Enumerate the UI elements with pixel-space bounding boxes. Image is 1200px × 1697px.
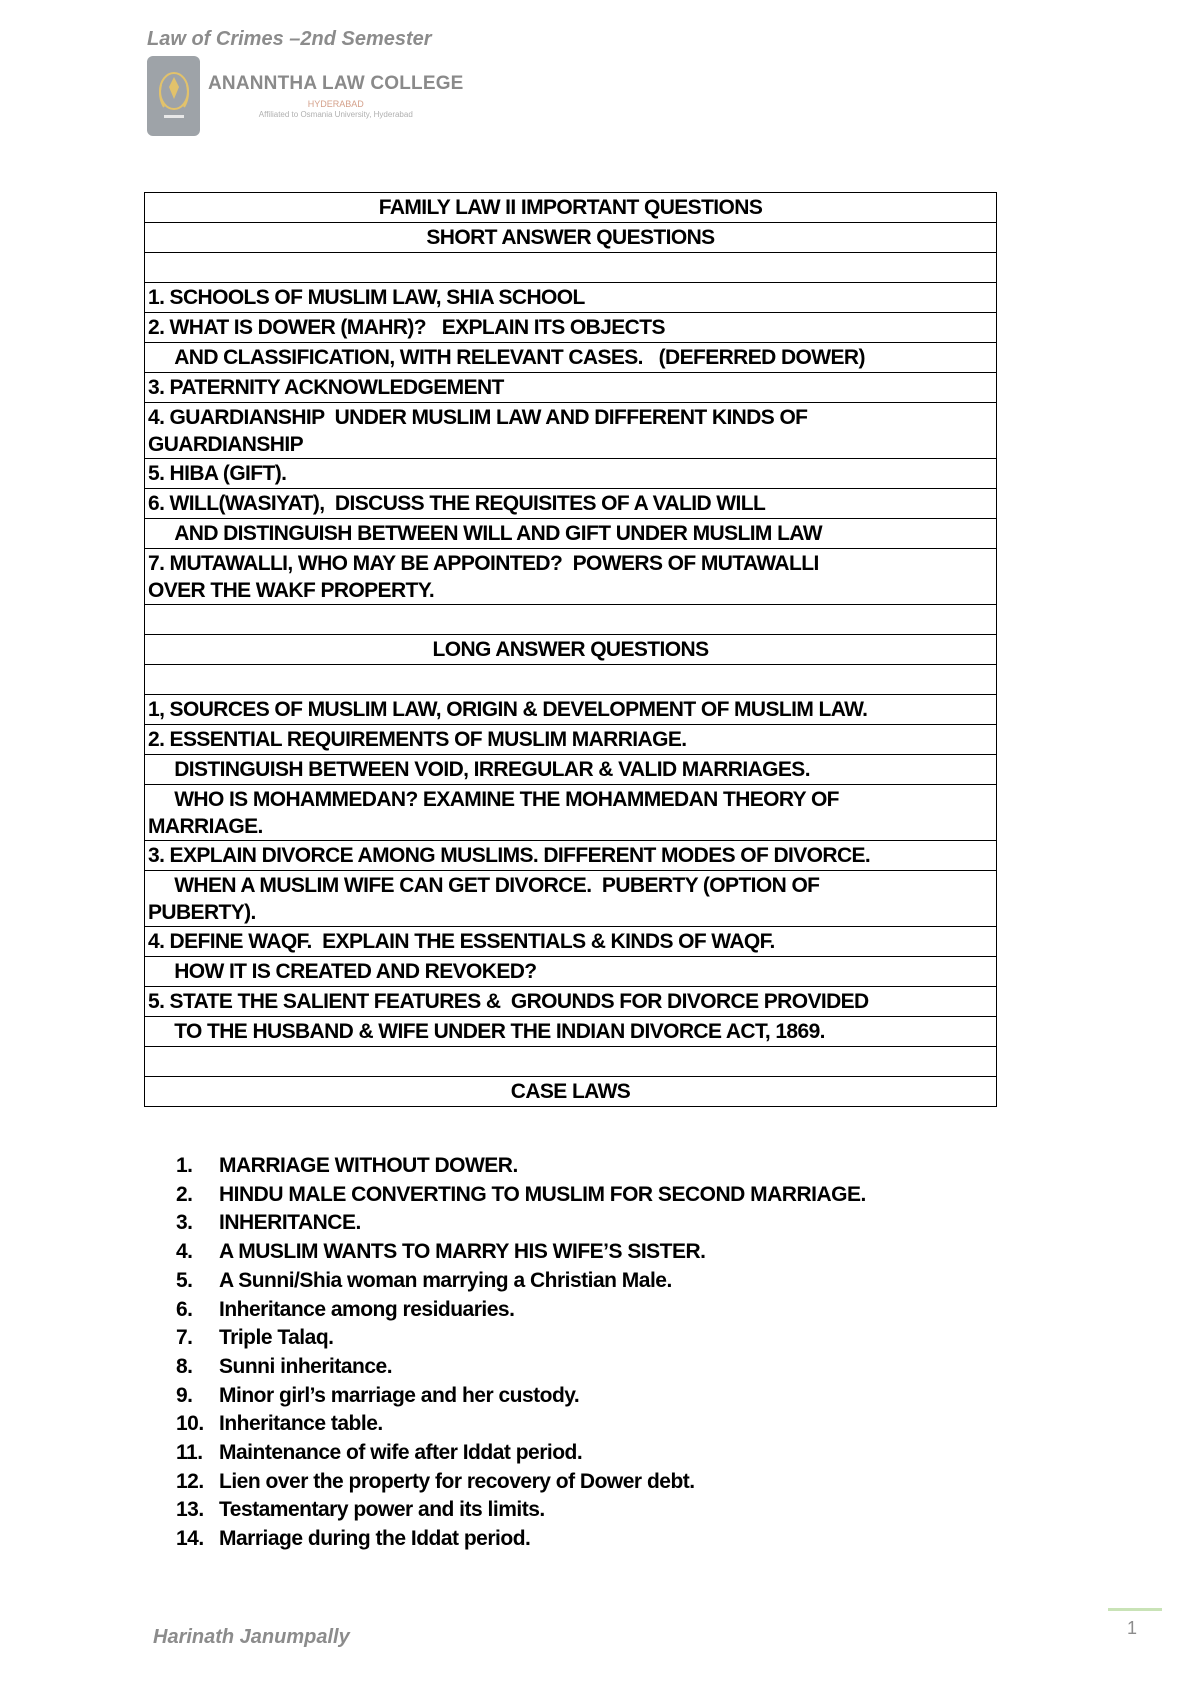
list-item-number: 7. <box>176 1326 193 1350</box>
cell-text-line: 4. GUARDIANSHIP UNDER MUSLIM LAW AND DIFFERENT KINDS OF <box>148 406 808 429</box>
table-row <box>145 725 997 755</box>
list-item-number: 5. <box>176 1268 193 1292</box>
list-item <box>176 1439 866 1468</box>
cell-text-line: CASE LAWS <box>510 1080 631 1103</box>
table-row <box>145 489 997 519</box>
list-item-text: INHERITANCE. <box>219 1211 361 1235</box>
table-row <box>145 253 997 283</box>
list-item-number: 4. <box>176 1240 193 1264</box>
table-row <box>145 283 997 313</box>
cell-text-line: WHO IS MOHAMMEDAN? EXAMINE THE MOHAMMEDAN THEORY OF <box>148 788 839 811</box>
table-row <box>145 841 997 871</box>
page-number-rule <box>1108 1608 1162 1611</box>
table-cell <box>145 605 997 635</box>
cell-text-line: 3. EXPLAIN DIVORCE AMONG MUSLIMS. DIFFERENT MODES OF DIVORCE. <box>148 844 871 867</box>
list-item-number: 12. <box>176 1469 204 1493</box>
table-cell <box>145 987 997 1017</box>
college-logo-text <box>208 73 464 119</box>
table-row <box>145 785 997 841</box>
list-item <box>176 1410 866 1439</box>
cell-text-line: LONG ANSWER QUESTIONS <box>432 638 709 661</box>
table-cell <box>145 871 997 927</box>
table-cell <box>145 253 997 283</box>
list-item-text: HINDU MALE CONVERTING TO MUSLIM FOR SECOND MARRIAGE. <box>219 1182 866 1206</box>
college-city: HYDERABAD <box>307 99 364 109</box>
list-item-text: Lien over the property for recovery of Dower debt. <box>219 1469 695 1493</box>
table-cell <box>145 1017 997 1047</box>
cell-text-line: 5. HIBA (GIFT). <box>148 462 287 485</box>
list-item <box>176 1267 866 1296</box>
page-number: 1 <box>1127 1618 1138 1638</box>
cell-text-line: GUARDIANSHIP <box>148 433 303 456</box>
list-item-text: Maintenance of wife after Iddat period. <box>219 1441 583 1465</box>
table-row <box>145 403 997 459</box>
table-row <box>145 373 997 403</box>
table-cell <box>145 725 997 755</box>
list-item-text: Minor girl’s marriage and her custody. <box>219 1383 580 1407</box>
table-cell <box>145 1077 997 1107</box>
cell-text-line: HOW IT IS CREATED AND REVOKED? <box>148 960 537 983</box>
list-item-number: 13. <box>176 1498 204 1522</box>
college-seal-icon <box>147 56 200 136</box>
table-row <box>145 1017 997 1047</box>
table-cell <box>145 665 997 695</box>
table-cell <box>145 549 997 605</box>
cell-text-line: MARRIAGE. <box>148 815 263 838</box>
cell-text-line: SHORT ANSWER QUESTIONS <box>426 226 715 249</box>
list-item-number: 2. <box>176 1182 193 1206</box>
list-item-number: 10. <box>176 1412 204 1436</box>
cell-text-line <box>148 1048 993 1076</box>
cell-text-line: WHEN A MUSLIM WIFE CAN GET DIVORCE. PUBERTY (OPTION OF <box>148 874 820 897</box>
cell-text-line: 2. ESSENTIAL REQUIREMENTS OF MUSLIM MARRIAGE. <box>148 728 687 751</box>
cell-text-line: AND CLASSIFICATION, WITH RELEVANT CASES. (DEFERRED DOWER) <box>148 346 865 369</box>
case-laws-list <box>176 1152 866 1554</box>
table-row <box>145 987 997 1017</box>
list-item-number: 1. <box>176 1154 193 1177</box>
table-row <box>145 519 997 549</box>
list-item-text: Sunni inheritance. <box>219 1354 393 1378</box>
table-row <box>145 1047 997 1077</box>
table-cell <box>145 519 997 549</box>
table-cell <box>145 755 997 785</box>
document-header-title: Law of Crimes –2nd Semester <box>147 28 432 50</box>
list-item <box>176 1496 866 1525</box>
cell-text-line <box>148 254 993 282</box>
list-item <box>176 1152 866 1181</box>
table-cell <box>145 489 997 519</box>
list-item-number: 6. <box>176 1297 193 1321</box>
list-item-number: 11. <box>176 1441 203 1465</box>
table-row <box>145 755 997 785</box>
list-item <box>176 1468 866 1497</box>
table-row <box>145 223 997 253</box>
table-row <box>145 695 997 725</box>
cell-text-line: PUBERTY). <box>148 901 256 924</box>
table-row <box>145 193 997 223</box>
table-row <box>145 343 997 373</box>
table-row <box>145 605 997 635</box>
list-item <box>176 1525 866 1554</box>
list-item-text: MARRIAGE WITHOUT DOWER. <box>219 1154 518 1177</box>
list-item-text: Inheritance among residuaries. <box>219 1297 515 1321</box>
table-cell <box>145 403 997 459</box>
cell-text-line: 4. DEFINE WAQF. EXPLAIN THE ESSENTIALS & KINDS OF WAQF. <box>148 930 775 953</box>
cell-text-line: 1, SOURCES OF MUSLIM LAW, ORIGIN & DEVELOPMENT OF MUSLIM LAW. <box>148 698 868 721</box>
cell-text-line: FAMILY LAW II IMPORTANT QUESTIONS <box>378 196 763 219</box>
footer-author: Harinath Janumpally <box>153 1626 350 1648</box>
list-item-text: Marriage during the Iddat period. <box>219 1527 531 1551</box>
table-cell <box>145 373 997 403</box>
cell-text-line <box>148 666 993 694</box>
table-row <box>145 549 997 605</box>
cell-text-line: 7. MUTAWALLI, WHO MAY BE APPOINTED? POWERS OF MUTAWALLI <box>148 552 819 575</box>
college-name: ANANNTHA LAW COLLEGE <box>208 73 464 94</box>
table-row <box>145 635 997 665</box>
cell-text-line: 2. WHAT IS DOWER (MAHR)? EXPLAIN ITS OBJECTS <box>148 316 665 339</box>
table-cell <box>145 459 997 489</box>
cell-text-line: 3. PATERNITY ACKNOWLEDGEMENT <box>148 376 504 399</box>
table-cell <box>145 1047 997 1077</box>
questions-table <box>144 192 997 1107</box>
table-row <box>145 459 997 489</box>
table-cell <box>145 695 997 725</box>
cell-text-line: OVER THE WAKF PROPERTY. <box>148 579 435 602</box>
cell-text-line: DISTINGUISH BETWEEN VOID, IRREGULAR & VALID MARRIAGES. <box>148 758 810 781</box>
table-row <box>145 871 997 927</box>
list-item-number: 9. <box>176 1383 193 1407</box>
list-item-text: Testamentary power and its limits. <box>219 1498 545 1522</box>
cell-text-line: 5. STATE THE SALIENT FEATURES & GROUNDS FOR DIVORCE PROVIDED <box>148 990 869 1013</box>
cell-text-line <box>148 606 993 634</box>
table-cell <box>145 313 997 343</box>
table-cell <box>145 927 997 957</box>
list-item-number: 14. <box>176 1527 204 1551</box>
table-cell <box>145 957 997 987</box>
table-cell <box>145 343 997 373</box>
college-affiliation: Affiliated to Osmania University, Hyderabad <box>258 110 413 119</box>
table-row <box>145 313 997 343</box>
table-row <box>145 957 997 987</box>
list-item-text: A MUSLIM WANTS TO MARRY HIS WIFE’S SISTER. <box>219 1240 706 1264</box>
list-item-number: 8. <box>176 1354 193 1378</box>
table-cell <box>145 193 997 223</box>
list-item <box>176 1382 866 1411</box>
table-cell <box>145 223 997 253</box>
table-row <box>145 927 997 957</box>
list-item-number: 3. <box>176 1211 193 1235</box>
list-item-text: A Sunni/Shia woman marrying a Christian Male. <box>219 1268 672 1292</box>
list-item-text: Inheritance table. <box>219 1412 383 1436</box>
table-cell <box>145 283 997 313</box>
list-item <box>176 1353 866 1382</box>
cell-text-line: TO THE HUSBAND & WIFE UNDER THE INDIAN DIVORCE ACT, 1869. <box>148 1020 825 1043</box>
cell-text-line: AND DISTINGUISH BETWEEN WILL AND GIFT UNDER MUSLIM LAW <box>148 522 822 545</box>
list-item <box>176 1238 866 1267</box>
table-cell <box>145 841 997 871</box>
table-row <box>145 1077 997 1107</box>
table-cell <box>145 635 997 665</box>
list-item <box>176 1181 866 1210</box>
cell-text-line: 6. WILL(WASIYAT), DISCUSS THE REQUISITES OF A VALID WILL <box>148 492 766 515</box>
list-item-text: Triple Talaq. <box>219 1326 334 1350</box>
list-item <box>176 1324 866 1353</box>
college-logo <box>147 56 464 136</box>
table-row <box>145 665 997 695</box>
list-item <box>176 1209 866 1238</box>
list-item <box>176 1296 866 1325</box>
table-cell <box>145 785 997 841</box>
cell-text-line: 1. SCHOOLS OF MUSLIM LAW, SHIA SCHOOL <box>148 286 585 309</box>
